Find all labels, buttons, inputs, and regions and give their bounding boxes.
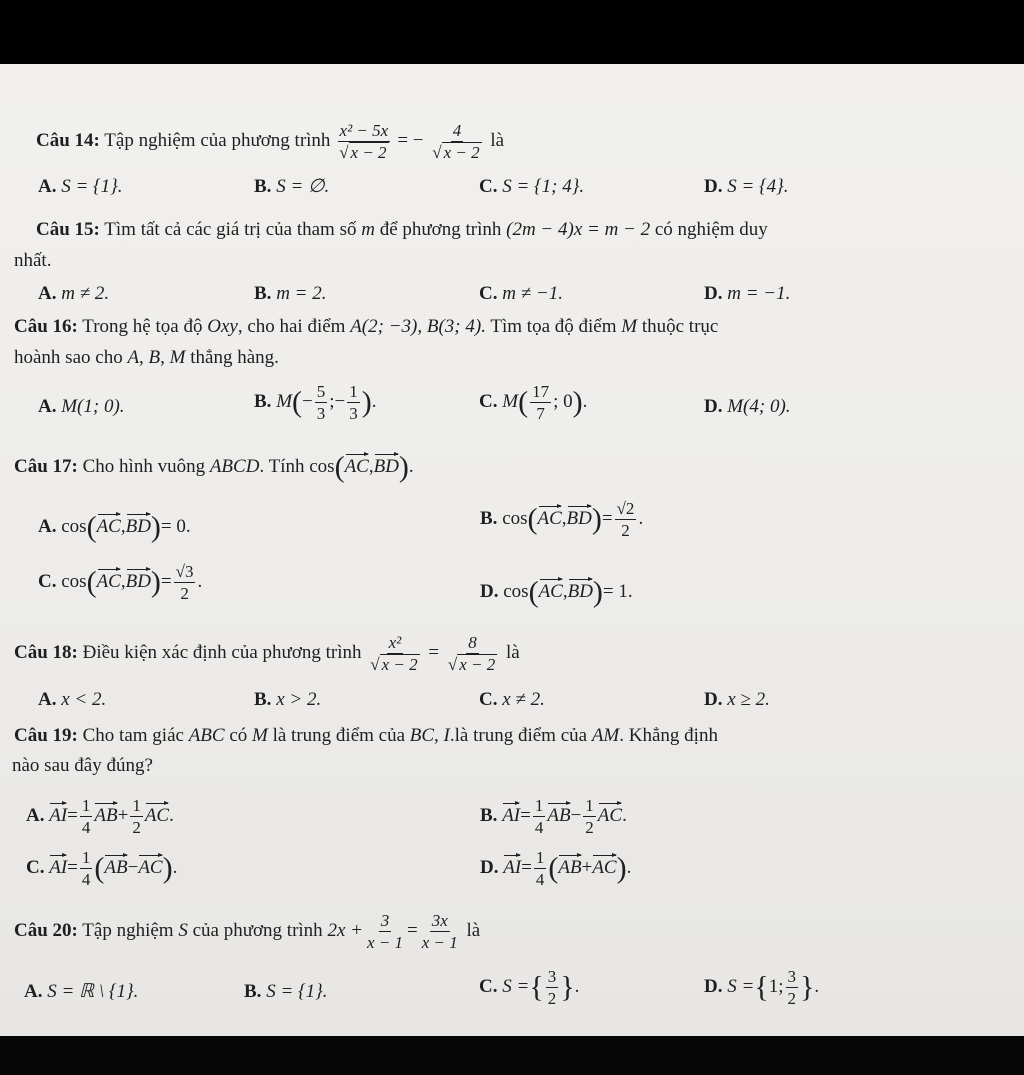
q15-c-letter: C. <box>479 283 498 304</box>
q18-den-right: x − 2 <box>459 655 496 674</box>
q20-c-den: 2 <box>547 989 557 1008</box>
q16-b-num1: 5 <box>316 382 326 401</box>
q19-text4: .là trung điểm của <box>449 725 588 746</box>
q16-b-num2: 1 <box>349 382 358 401</box>
q15-text3: có nghiệm duy <box>654 219 768 240</box>
q20-c-letter: C. <box>479 975 498 997</box>
q16-option-b[interactable]: B. M(− $\frac{5}{3}$ ;− $\frac{1}{3}$ ). <box>254 382 377 423</box>
q15-var: m <box>361 219 375 240</box>
q18-label: Câu 18: <box>14 641 78 663</box>
q20-lhs: 2x + <box>327 919 363 941</box>
question-15 <box>36 220 768 239</box>
q16-c-post: ; 0 <box>553 390 573 412</box>
q14-a-letter: A. <box>38 176 57 197</box>
q14-option-b[interactable] <box>254 177 329 196</box>
q20-d-one: 1; <box>768 975 784 997</box>
q15-equation: (2m − 4)x = m − 2 <box>506 219 651 240</box>
q20-num2: 3x <box>431 911 448 930</box>
q17-cos: cos <box>309 456 335 477</box>
q17-abcd: ABCD <box>209 456 260 477</box>
q20-c-pre: S = <box>502 975 530 997</box>
q14-eq-mid: = − <box>397 129 424 151</box>
q19-option-a[interactable]: A. AI= $\frac{1}{4}$ AB+ $\frac{1}{2}$ AC. <box>26 796 174 837</box>
q19-c-vec-ab: AB <box>104 853 127 877</box>
q19-a-n1: 1 <box>81 796 91 815</box>
q16-oxy: Oxy <box>207 316 238 337</box>
q18-c-text: x ≠ 2. <box>502 689 545 710</box>
q16-points: A(2; −3), B(3; 4). <box>350 316 486 337</box>
q20-fraction-2 <box>420 912 460 951</box>
q16-text4: thuộc trục <box>641 316 719 337</box>
q14-option-c[interactable] <box>479 177 584 196</box>
q17-c-vec-bd: BD <box>126 567 151 591</box>
q19-b-vec-ac: AC <box>598 801 622 825</box>
q18-d-text: x ≥ 2. <box>727 689 770 710</box>
q20-den2: x − 1 <box>421 933 458 952</box>
q18-fraction-left: $\frac{\text{x²}}{√ x - 2}$ <box>370 633 418 674</box>
q19-c-d1: 4 <box>81 870 91 889</box>
q16-option-c[interactable]: C. M( $\frac{17}{7}$ ; 0). <box>479 382 588 423</box>
q19-d-vec-ai: AI <box>503 853 521 877</box>
q15-option-b[interactable] <box>254 284 326 303</box>
q15-option-d[interactable] <box>704 284 790 303</box>
q20-b-letter: B. <box>244 981 262 1002</box>
q19-d-vec-ab: AB <box>558 853 581 877</box>
q20-d-pre: S = <box>727 975 755 997</box>
q19-am: AM <box>591 725 620 746</box>
q15-option-c[interactable] <box>479 284 563 303</box>
q17-vec-ac: AC <box>345 452 369 476</box>
q15-a-letter: A. <box>38 283 57 304</box>
q16-abm: A, B, M <box>127 347 186 368</box>
q17-a-vec-bd: BD <box>126 512 151 536</box>
q20-option-b[interactable] <box>244 982 327 1001</box>
q19-d-letter: D. <box>480 856 499 878</box>
q17-c-cos: cos <box>61 570 87 592</box>
q18-a-letter: A. <box>38 689 57 710</box>
q20-fraction-1 <box>365 912 405 951</box>
q18-a-text: x < 2. <box>61 689 107 710</box>
q14-num-right: 4 <box>452 121 462 140</box>
q17-c-vec-ac: AC <box>97 567 121 591</box>
bottom-dark-strip <box>0 1036 1024 1075</box>
q19-label: Câu 19: <box>14 725 78 746</box>
q17-d-letter: D. <box>480 581 499 602</box>
q19-option-d[interactable]: D. AI= $\frac{1}{4}$ (AB+AC). <box>480 848 632 889</box>
q18-option-c[interactable] <box>479 690 545 709</box>
q18-d-letter: D. <box>704 689 723 710</box>
question-14 <box>36 122 504 161</box>
q18-fraction-right: $\frac{8}{√ x - 2}$ <box>447 633 496 674</box>
q16-d-text: M(4; 0). <box>727 396 791 417</box>
q19-a-letter: A. <box>26 804 45 826</box>
q19-c-n1: 1 <box>81 848 91 867</box>
q19-b-vec-ab: AB <box>547 801 570 825</box>
q19-d-n1: 1 <box>535 848 545 867</box>
q19-option-b[interactable]: B. AI= $\frac{1}{4}$ AB− $\frac{1}{2}$ AC. <box>480 796 627 837</box>
q14-option-a[interactable] <box>38 177 123 196</box>
q19-abc: ABC <box>188 725 225 746</box>
q16-c-den: 7 <box>536 404 545 423</box>
q20-d-letter: D. <box>704 975 723 997</box>
q15-line2: nhất. <box>14 250 52 271</box>
q16-line2 <box>14 348 279 367</box>
q16-a-text: M(1; 0). <box>61 396 125 417</box>
exam-paper <box>0 64 1024 1036</box>
q16-b-den2: 3 <box>349 404 358 423</box>
q15-d-letter: D. <box>704 283 723 304</box>
q14-text: Tập nghiệm của phương trình <box>104 129 331 151</box>
q17-a-rhs: = 0. <box>160 516 191 537</box>
q14-label: Câu 14: <box>36 129 100 151</box>
q16-option-d[interactable] <box>704 397 791 416</box>
q17-vec-bd: BD <box>374 452 399 476</box>
q15-b-letter: B. <box>254 283 272 304</box>
q14-d-text: S = {4}. <box>727 176 789 197</box>
q15-b-text: m = 2. <box>276 283 327 304</box>
q18-den-left: x − 2 <box>381 655 418 674</box>
q20-num1: 3 <box>380 911 390 930</box>
q17-a-cos: cos <box>61 516 87 537</box>
q17-d-cos: cos <box>503 581 529 602</box>
q17-b-den: 2 <box>621 521 630 540</box>
q14-option-d[interactable] <box>704 177 789 196</box>
q20-a-text: S = ℝ \ {1}. <box>47 981 139 1002</box>
q19-a-vec-ai: AI <box>49 801 67 825</box>
q17-b-num: √2 <box>616 499 635 518</box>
q20-option-a[interactable] <box>24 982 138 1001</box>
q20-label: Câu 20: <box>14 919 78 941</box>
q17-b-cos: cos <box>502 507 528 529</box>
q14-a-text: S = {1}. <box>61 176 123 197</box>
q17-c-den: 2 <box>180 584 189 603</box>
q16-c-num: 17 <box>532 382 550 401</box>
question-20 <box>14 912 480 951</box>
q14-fraction-right: $\frac{4}{√ x - 2}$ <box>432 121 480 162</box>
q14-c-text: S = {1; 4}. <box>502 176 585 197</box>
q15-text1: Tìm tất cả các giá trị của tham số <box>104 219 357 240</box>
q16-m: M <box>621 316 638 337</box>
q17-a-vec-ac: AC <box>97 512 121 536</box>
question-16 <box>14 317 718 336</box>
q19-d-d1: 4 <box>535 870 545 889</box>
q20-option-d[interactable]: D. S ={1; $\frac{3}{2}$ }. <box>704 967 820 1008</box>
q19-b-d2: 2 <box>585 818 594 837</box>
q17-option-b[interactable]: B. cos(AC,BD)= $\frac{√2}{2}$ . <box>480 499 644 540</box>
q19-a-d1: 4 <box>81 818 91 837</box>
q19-text3: là trung điểm của <box>272 725 406 746</box>
question-17: Câu 17: Cho hình vuông ABCD. Tính cos(AC,BD). <box>14 450 414 484</box>
q17-text: Cho hình vuông <box>82 456 206 477</box>
q19-a-n2: 1 <box>132 796 141 815</box>
q18-tail: là <box>505 641 520 663</box>
q16-b-den1: 3 <box>316 404 326 423</box>
q19-c-vec-ac: AC <box>138 853 162 877</box>
q20-a-letter: A. <box>24 981 43 1002</box>
q16-d-letter: D. <box>704 396 723 417</box>
q18-eq: = <box>428 641 440 663</box>
q16-b-letter: B. <box>254 390 272 412</box>
q17-d-rhs: = 1. <box>602 581 633 602</box>
q19-c-letter: C. <box>26 856 45 878</box>
q17-option-d[interactable]: D. cos(AC,BD)= 1. <box>480 575 633 609</box>
q17-option-a[interactable]: A. cos(AC,BD)= 0. <box>38 510 191 544</box>
q20-text: Tập nghiệm <box>82 919 174 941</box>
q18-num-right: 8 <box>468 633 477 652</box>
q20-s: S <box>178 919 188 941</box>
q16-c-letter: C. <box>479 390 498 412</box>
q18-num-left: x² <box>388 633 402 652</box>
q19-c-vec-ai: AI <box>49 853 67 877</box>
question-18 <box>14 634 520 673</box>
q19-m: M <box>252 725 268 746</box>
q15-a-text: m ≠ 2. <box>61 283 110 304</box>
q19-a-vec-ac: AC <box>145 801 169 825</box>
q17-b-vec-ac: AC <box>538 504 562 528</box>
q20-d-num: 3 <box>787 967 796 986</box>
q14-fraction-left: $\frac{\text{x² − 5x}}{√ x - 2}$ <box>339 121 389 162</box>
q16-text1: Trong hệ tọa độ <box>82 316 203 337</box>
q19-b-d1: 4 <box>534 818 544 837</box>
q19-b-n1: 1 <box>534 796 544 815</box>
q17-d-vec-bd: BD <box>568 577 593 601</box>
q20-c-num: 3 <box>547 967 557 986</box>
q19-line2: nào sau đây đúng? <box>12 755 153 776</box>
q16-text2: , cho hai điểm <box>237 316 346 337</box>
q16-option-a[interactable] <box>38 397 125 416</box>
q19-text1: Cho tam giác <box>82 725 184 746</box>
q14-c-letter: C. <box>479 176 498 197</box>
q19-a-d2: 2 <box>132 818 141 837</box>
q14-num-left: x² − 5x <box>339 121 389 140</box>
q17-a-letter: A. <box>38 516 57 537</box>
q18-b-text: x > 2. <box>276 689 322 710</box>
q18-option-d[interactable] <box>704 690 770 709</box>
q19-text2: có <box>229 725 248 746</box>
q17-c-letter: C. <box>38 570 57 592</box>
q16-text6: thẳng hàng. <box>190 347 279 368</box>
q14-den-right: x − 2 <box>443 143 480 162</box>
q20-den1: x − 1 <box>366 933 403 952</box>
q18-b-letter: B. <box>254 689 272 710</box>
q18-c-letter: C. <box>479 689 498 710</box>
q15-label: Câu 15: <box>36 219 100 240</box>
q17-b-letter: B. <box>480 507 498 529</box>
q14-b-text: S = ∅. <box>276 176 330 197</box>
q18-option-a[interactable] <box>38 690 106 709</box>
question-19 <box>14 726 718 745</box>
q15-text2: để phương trình <box>379 219 502 240</box>
q17-option-c[interactable]: C. cos(AC,BD)= $\frac{√3}{2}$ . <box>38 562 203 603</box>
q19-bc: BC, I <box>409 725 450 746</box>
q16-text3: Tìm tọa độ điểm <box>490 316 617 337</box>
q20-b-text: S = {1}. <box>266 981 328 1002</box>
q19-d-vec-ac: AC <box>592 853 616 877</box>
q16-c-m: M <box>502 390 519 412</box>
q20-option-c[interactable]: C. S ={ $\frac{3}{2}$ }. <box>479 967 580 1008</box>
q19-b-n2: 1 <box>585 796 594 815</box>
q19-text5: . Khẳng định <box>619 725 718 746</box>
q15-option-a[interactable] <box>38 284 109 303</box>
q16-text5: hoành sao cho <box>14 347 123 368</box>
q16-a-letter: A. <box>38 396 57 417</box>
q19-option-c[interactable]: C. AI= $\frac{1}{4}$ (AB−AC). <box>26 848 178 889</box>
q15-d-text: m = −1. <box>727 283 791 304</box>
q14-tail: là <box>490 129 505 151</box>
q16-label: Câu 16: <box>14 316 78 337</box>
q14-b-letter: B. <box>254 176 272 197</box>
q20-eq: = <box>406 919 418 941</box>
q17-text2: . Tính <box>259 456 305 477</box>
q18-option-b[interactable] <box>254 690 321 709</box>
q18-text: Điều kiện xác định của phương trình <box>82 641 362 663</box>
q20-tail: là <box>466 919 481 941</box>
q17-c-num: √3 <box>175 562 194 581</box>
q17-b-vec-bd: BD <box>567 504 592 528</box>
q19-a-vec-ab: AB <box>94 801 117 825</box>
q15-c-text: m ≠ −1. <box>502 283 563 304</box>
q14-d-letter: D. <box>704 176 723 197</box>
q20-text2: của phương trình <box>192 919 323 941</box>
q16-b-m: M <box>276 390 293 412</box>
q17-d-vec-ac: AC <box>539 577 563 601</box>
q17-label: Câu 17: <box>14 456 78 477</box>
q19-b-vec-ai: AI <box>502 801 520 825</box>
q19-b-letter: B. <box>480 804 498 826</box>
q20-d-den: 2 <box>787 989 796 1008</box>
q14-den-left: x − 2 <box>350 143 387 162</box>
